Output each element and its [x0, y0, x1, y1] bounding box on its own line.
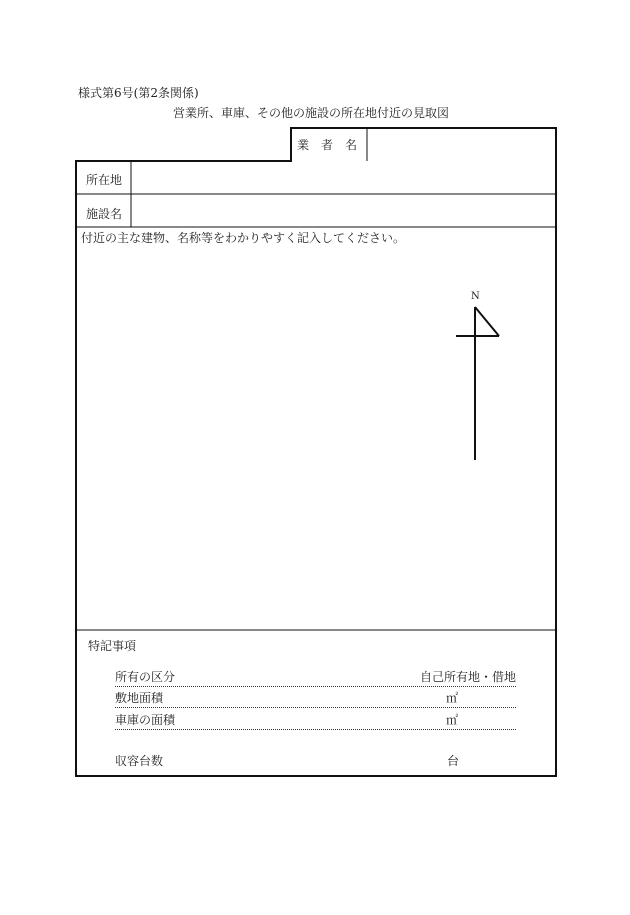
garage-area-unit: ㎡	[445, 713, 458, 727]
special-notes-heading: 特記事項	[88, 639, 137, 653]
site-area-row	[115, 689, 516, 708]
location-label: 所在地	[86, 173, 123, 187]
site-area-unit: ㎡	[445, 691, 458, 705]
map-instruction: 付近の主な建物、名称等をわかりやすく記入してください。	[81, 231, 406, 245]
form-sheet	[75, 127, 557, 777]
operator-label: 業 者 名	[297, 138, 358, 152]
document-title: 営業所、車庫、その他の施設の所在地付近の見取図	[173, 106, 450, 120]
ownership-row	[115, 668, 516, 687]
location-field[interactable]	[137, 169, 549, 189]
facility-label: 施設名	[86, 207, 123, 221]
north-label: N	[471, 291, 480, 302]
ownership-label: 所有の区分	[115, 670, 176, 684]
capacity-label: 収容台数	[115, 754, 164, 768]
garage-area-label: 車庫の面積	[115, 713, 176, 727]
map-drawing-area[interactable]	[81, 249, 551, 625]
form-number: 様式第6号(第2条関係)	[78, 86, 199, 100]
capacity-unit: 台	[447, 754, 460, 768]
ownership-options[interactable]: 自己所有地・借地	[419, 670, 516, 684]
operator-field[interactable]	[375, 136, 550, 156]
facility-field[interactable]	[137, 202, 549, 222]
site-area-label: 敷地面積	[115, 691, 164, 705]
garage-area-row	[115, 711, 516, 730]
